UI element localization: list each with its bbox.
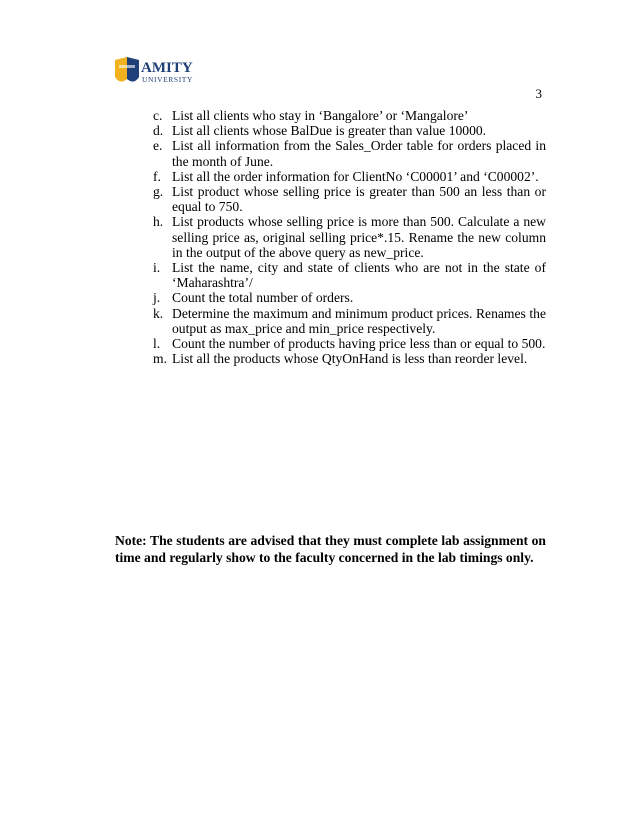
amity-university-logo xyxy=(112,55,204,91)
question-item xyxy=(150,138,546,168)
note-paragraph: Note: The students are advised that they must complete lab assignment on time and regularly show to the faculty concerned in the lab timings only. xyxy=(115,532,546,565)
question-item xyxy=(150,184,546,214)
logo-name: AMITY xyxy=(141,60,193,76)
item-letter: m. xyxy=(153,351,167,367)
item-text: List the name, city and state of clients who are not in the state of ‘Maharashtra’/ xyxy=(172,260,546,291)
logo-subtitle: UNIVERSITY xyxy=(142,75,193,84)
question-item xyxy=(150,260,546,290)
item-text: List all information from the Sales_Order table for orders placed in the month of June. xyxy=(172,138,546,169)
item-letter: l. xyxy=(153,336,161,352)
item-text: Count the total number of orders. xyxy=(172,290,354,306)
question-item xyxy=(150,169,546,184)
item-letter: i. xyxy=(153,260,161,276)
item-text: List all the products whose QtyOnHand is less than reorder level. xyxy=(172,351,528,367)
item-text: Determine the maximum and minimum product prices. Renames the output as max_price and min_price respectively. xyxy=(172,305,546,336)
question-list xyxy=(150,108,546,366)
question-item xyxy=(150,123,546,138)
shield-icon xyxy=(115,57,139,82)
item-letter: j. xyxy=(153,290,161,306)
item-text: List all the order information for ClientNo ‘C00001’ and ‘C00002’. xyxy=(172,168,539,184)
logo-graphic xyxy=(112,55,204,91)
question-item xyxy=(150,108,546,123)
item-letter: k. xyxy=(153,305,164,321)
item-letter: d. xyxy=(153,123,164,139)
question-item xyxy=(150,214,546,260)
item-letter: e. xyxy=(153,138,163,154)
question-item xyxy=(150,351,546,366)
item-text: Count the number of products having price less than or equal to 500. xyxy=(172,336,546,352)
item-letter: f. xyxy=(153,168,161,184)
item-text: List products whose selling price is more than 500. Calculate a new selling price as, original selling price*.15. Rename the new column in the output of the above query as new_price. xyxy=(172,214,546,260)
item-text: List all clients whose BalDue is greater than value 10000. xyxy=(172,123,487,139)
item-letter: g. xyxy=(153,184,164,200)
question-item xyxy=(150,306,546,336)
question-item xyxy=(150,290,546,305)
item-text: List all clients who stay in ‘Bangalore’ or ‘Mangalore’ xyxy=(172,108,469,123)
page-number: 3 xyxy=(535,86,542,101)
item-letter: c. xyxy=(153,108,163,123)
question-item xyxy=(150,336,546,351)
item-text: List product whose selling price is greater than 500 an less than or equal to 750. xyxy=(172,184,546,215)
item-letter: h. xyxy=(153,214,164,230)
